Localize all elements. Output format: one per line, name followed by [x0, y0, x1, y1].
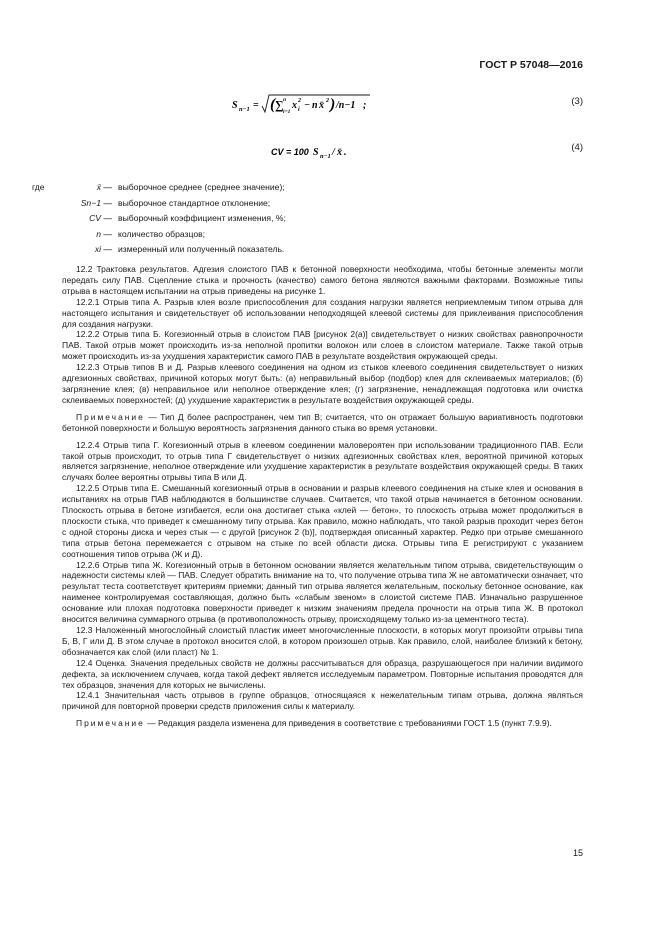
svg-text:/n−1: /n−1: [336, 100, 356, 111]
svg-text:;: ;: [363, 100, 367, 111]
svg-text:2: 2: [326, 98, 329, 104]
formula-std-deviation-graphic: [232, 92, 372, 118]
note-label: Примечание: [76, 411, 145, 422]
svg-text:2: 2: [298, 98, 301, 104]
svg-text:∑: ∑: [275, 98, 284, 112]
variable-description: измеренный или полученный показатель.: [118, 244, 285, 254]
variable-row: [32, 198, 582, 214]
paragraph-12-2-6: 12.2.6 Отрыв типа Ж. Когезионный отрыв в бетонном основании является желательным типом отрыва, свидетельствующим о надежности системы клей — ПАВ. Следует обратить внимание на то, что получение отрыва типа Ж не автоматически означает, что результат теста соответствует критериям приемки; данный тип отрыва является желательным, поскольку бетонное основание, как наименее контролируемая составляющая, должно быть «слабым звеном» в слоистой системе ПАВ. Изначально разрушенное основание или плохая подготовка поверхности приведет к низким значениям предела прочности на отрыв типа Ж. В протокол вносится величина суммарного отрыва (в противоположность отрыву, происходящему только из-за цементного теста).: [62, 559, 583, 625]
paragraph-12-4-1: 12.4.1 Значительная часть отрывов в группе образцов, относящаяся к нежелательным типам отрыва, должна являться причиной для повторной проверки средств приложения силы к материалу.: [62, 690, 583, 712]
variable-symbol: n —: [96, 228, 112, 239]
body-text: [62, 264, 583, 729]
svg-text:=: =: [253, 100, 259, 111]
svg-text:n: n: [283, 97, 287, 103]
svg-text:x: x: [292, 100, 297, 111]
svg-text:.: .: [344, 147, 347, 158]
formula-cv-graphic: [271, 143, 361, 161]
svg-text:S: S: [232, 100, 238, 111]
document-id: ГОСТ Р 57048—2016: [479, 59, 583, 71]
svg-text:/: /: [332, 147, 335, 158]
svg-text:i: i: [298, 107, 300, 113]
paragraph-12-2-5: 12.2.5 Отрыв типа Е. Смешанный когезионный отрыв в основании и разрыв клеевого соединения на стыке клея и основания в испытаниях на отрыв ПАВ наблюдаются в большинстве случаев. Считается, что такой отрыв начинается в бетонном основании. Плоскость отрыва в бетоне изгибается, если она достигает стыка «клей — бетон», то плоскость отрыва может продолжиться в плоскости стыка, что приведет к смешанному типу отрыва. Как правило, можно наблюдать, что такой разрыв проходит через бетон с одной стороны диска и через стык — с другой [рисунок 2 (b)], подтверждая описанный характер. Редко при отрыве смешанного типа отрыв бетона перемежается с отрывом на стыке по всей области диска. Отрывы типа Е регистрируют с указанием соотношения типов отрыва (Ж и Д).: [62, 483, 583, 559]
formula-4-number: (4): [571, 142, 583, 153]
svg-text:−: −: [304, 100, 311, 111]
svg-text:x̄: x̄: [337, 147, 342, 158]
note-label: Примечание: [76, 718, 145, 729]
formula-3-number: (3): [571, 96, 583, 107]
svg-text:n−1: n−1: [320, 153, 331, 160]
variable-symbol: Sn−1 —: [80, 197, 112, 208]
note-1: [62, 412, 583, 434]
formula-std-deviation: [232, 92, 372, 121]
svg-text:CV = 100: CV = 100: [271, 147, 309, 157]
variable-row: [32, 229, 582, 245]
svg-text:x̄: x̄: [319, 100, 324, 111]
svg-text:(: (: [270, 96, 276, 113]
paragraph-12-4: 12.4 Оценка. Значения предельных свойств не должны рассчитываться для образца, разрушающегося при наличии видимого дефекта, за исключением случаев, когда такой дефект является исследуемым параметром. Повторные испытания проводятся для тех образцов, значения для которых не вычислены.: [62, 657, 583, 690]
variable-description: выборочное среднее (среднее значение);: [118, 182, 285, 192]
formula-cv: [271, 143, 361, 164]
paragraph-12-2-1: 12.2.1 Отрыв типа А. Разрыв клея возле приспособления для создания нагрузки является неприемлемым типом отрыва для настоящего испытания и свидетельствует об использовании неподходящей клеевой системы для приклеивания приспособления для создания нагрузки.: [62, 296, 583, 329]
svg-text:n: n: [312, 100, 318, 111]
svg-text:n−1: n−1: [239, 106, 250, 113]
paragraph-12-2: 12.2 Трактовка результатов. Адгезия слоистого ПАВ к бетонной поверхности необходима, чтобы бетонные элементы могли передать силу ПАВ. Сцепление стыка и прочность (качество) самого бетона являются важными факторами. Возможные типы отрыва в настоящем испытании на отрыв приведены на рисунке 1.: [62, 264, 583, 296]
variable-symbol: x̄ —: [96, 182, 112, 192]
note-2-text: — Редакция раздела изменена для приведения в соответствие с требованиями ГОСТ 1.5 (пункт 7.9.9).: [144, 718, 552, 729]
variable-description: выборочный коэффициент изменения, %;: [118, 213, 286, 223]
variable-definitions: [32, 182, 582, 260]
variable-row: [32, 182, 582, 198]
paragraph-12-2-3: 12.2.3 Отрыв типов В и Д. Разрыв клеевого соединения на одном из стыков клеевого соединения свидетельствует о низких адгезионных свойствах, причиной которых могут быть: (a) неправильный выбор (подбор) клея для склеиваемых материалов; (б) загрязнение клея; (в) неправильное или неполное отверждение клея; (г) загрязнение, ненадлежащая подготовка или очистка склеиваемых поверхностей; (д) ухудшение характеристик в результате воздействия окружающей среды.: [62, 362, 583, 405]
page-number: 15: [572, 848, 583, 858]
where-label: где: [32, 182, 45, 192]
paragraph-12-2-4: 12.2.4 Отрыв типа Г. Когезионный отрыв в клеевом соединении маловероятен при использовании традиционного ПАВ. Если такой отрыв происходит, то отрыв типа Г свидетельствует о низких адгезионных свойствах клея, вероятной причиной которых является загрязнение, неполное отверждение или ухудшение характеристик в результате воздействия окружающей среды. В таких случаях более вероятны отрывы типа В или Д.: [62, 439, 583, 483]
variable-description: выборочное стандартное отклонение;: [118, 197, 271, 208]
variable-row: [32, 244, 582, 260]
note-2: [62, 718, 583, 729]
svg-text:i=1: i=1: [283, 109, 291, 115]
paragraph-12-3: 12.3 Наложенный многослойный слоистый пластик имеет многочисленные плоскости, в которых могут произойти отрывы типа Б, В, Г или Д. В этом случае в протокол вносится слой, в котором произошел отрыв. Как правило, слой, наиболее близкий к бетону, обозначается как слой (или пласт) № 1.: [62, 625, 583, 657]
note-1-text: — Тип Д более распространен, чем тип В; считается, что он отражает большую вариативность подготовки бетонной поверхности и большую вероятность загрязнения данного стыка во время установки.: [62, 411, 583, 433]
variable-symbol: CV —: [89, 213, 112, 223]
variable-symbol: xi —: [94, 244, 112, 254]
svg-text:S: S: [313, 147, 319, 158]
paragraph-12-2-2: 12.2.2 Отрыв типа Б. Когезионный отрыв в слоистом ПАВ [рисунок 2(а)] свидетельствует о низких свойствах равнопрочности ПАВ. Такой отрыв может происходить из-за неполной пропитки волокон или слоев в слоистом материале. Также такой отрыв может происходить из-за ухудшения характеристик самого ПАВ в результате воздействия окружающей среды.: [62, 329, 583, 362]
variable-description: количество образцов;: [118, 228, 206, 239]
svg-text:): ): [330, 96, 336, 113]
variable-row: [32, 213, 582, 229]
